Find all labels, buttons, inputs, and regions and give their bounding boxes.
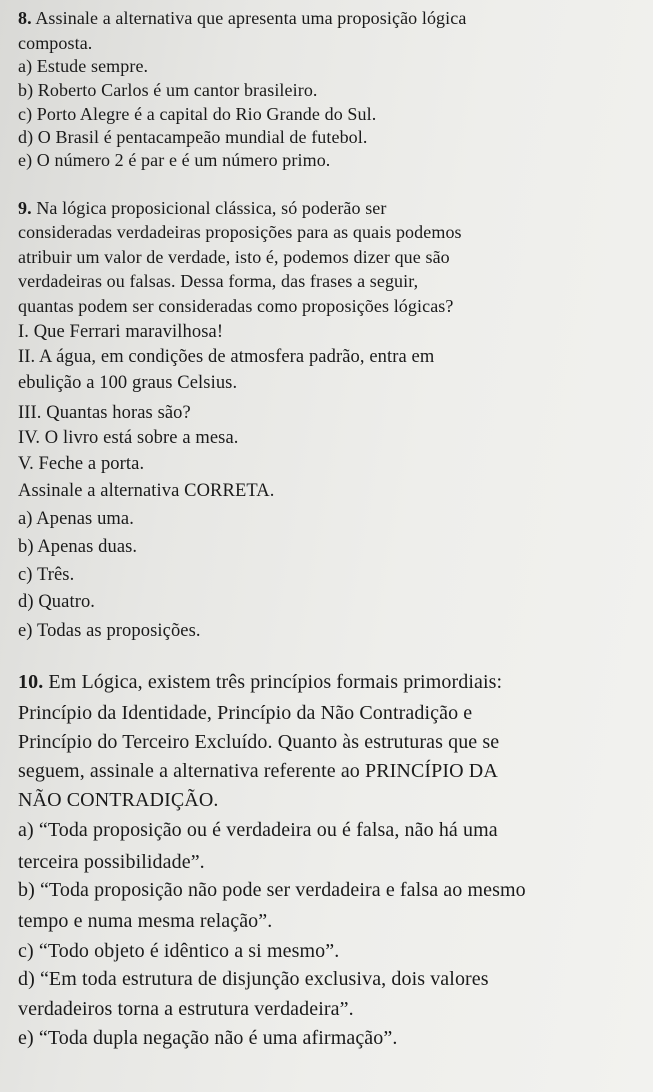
q10-stem-line-3: Princípio do Terceiro Excluído. Quanto às estruturas que se <box>18 731 500 753</box>
q10-option-a-cont: terceira possibilidade”. <box>18 851 205 873</box>
q9-stem-line-1 <box>18 199 387 217</box>
q9-item-2: II. A água, em condições de atmosfera padrão, entra em <box>18 347 435 367</box>
q9-stem-line-2: consideradas verdadeiras proposições para as quais podemos <box>18 222 462 242</box>
q10-option-e: e) “Toda dupla negação não é uma afirmação”. <box>18 1027 398 1049</box>
q8-stem-text-1: Assinale a alternativa que apresenta uma proposição lógica <box>35 8 467 28</box>
q10-stem-line-2: Princípio da Identidade, Princípio da Não Contradição e <box>18 702 473 724</box>
q9-option-d: d) Quatro. <box>18 592 96 612</box>
q10-option-c: c) “Todo objeto é idêntico a si mesmo”. <box>18 940 340 962</box>
q10-option-a: a) “Toda proposição ou é verdadeira ou é falsa, não há uma <box>18 819 498 841</box>
q9-option-c: c) Três. <box>18 565 75 585</box>
q9-stem-line-5: quantas podem ser consideradas como proposições lógicas? <box>18 296 454 316</box>
q10-option-d: d) “Em toda estrutura de disjunção exclusiva, dois valores <box>18 968 489 990</box>
q9-stem-line-4: verdadeiras ou falsas. Dessa forma, das frases a seguir, <box>18 271 419 291</box>
q9-item-1: I. Que Ferrari maravilhosa! <box>18 322 224 342</box>
q10-stem-line-1 <box>18 672 502 692</box>
q9-instruction: Assinale a alternativa CORRETA. <box>18 481 275 501</box>
q8-option-d: d) O Brasil é pentacampeão mundial de futebol. <box>18 127 368 147</box>
q8-option-b: b) Roberto Carlos é um cantor brasileiro. <box>18 80 318 100</box>
q10-option-b: b) “Toda proposição não pode ser verdadeira e falsa ao mesmo <box>18 879 526 901</box>
q10-option-b-cont: tempo e numa mesma relação”. <box>18 910 273 932</box>
q9-item-5: V. Feche a porta. <box>18 454 145 474</box>
q10-stem-text-1: Em Lógica, existem três princípios formais primordiais: <box>48 671 503 693</box>
q9-item-3: III. Quantas horas são? <box>18 403 191 423</box>
q9-option-a: a) Apenas uma. <box>18 509 134 529</box>
q9-number: 9. <box>18 198 32 218</box>
q8-option-e: e) O número 2 é par e é um número primo. <box>18 150 331 170</box>
q8-stem-line-1 <box>18 9 466 27</box>
q10-stem-line-5: NÃO CONTRADIÇÃO. <box>18 789 219 811</box>
q9-stem-text-1: Na lógica proposicional clássica, só poderão ser <box>36 198 387 218</box>
q8-option-c: c) Porto Alegre é a capital do Rio Grande do Sul. <box>18 104 377 124</box>
q10-number: 10. <box>18 671 44 693</box>
q9-item-4: IV. O livro está sobre a mesa. <box>18 428 239 448</box>
q10-option-d-cont: verdadeiros torna a estrutura verdadeira”. <box>18 998 354 1020</box>
q10-stem-line-4: seguem, assinale a alternativa referente ao PRINCÍPIO DA <box>18 760 498 782</box>
q9-stem-line-3: atribuir um valor de verdade, isto é, podemos dizer que são <box>18 247 450 267</box>
q9-option-b: b) Apenas duas. <box>18 537 138 557</box>
q8-stem-line-2: composta. <box>18 33 93 53</box>
q9-option-e: e) Todas as proposições. <box>18 621 201 641</box>
q9-item-2-cont: ebulição a 100 graus Celsius. <box>18 373 238 393</box>
q8-number: 8. <box>18 8 32 28</box>
q8-option-a: a) Estude sempre. <box>18 56 149 76</box>
